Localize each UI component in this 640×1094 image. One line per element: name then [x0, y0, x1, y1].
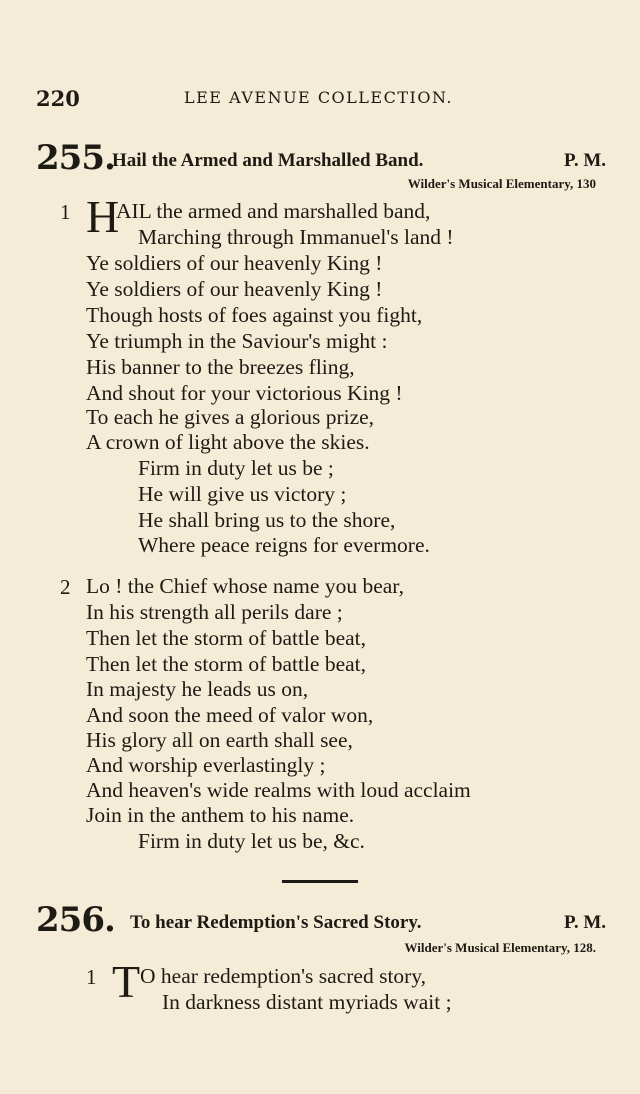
verse-number: 1: [86, 965, 97, 989]
running-head: LEE AVENUE COLLECTION.: [184, 88, 454, 107]
hymn-meter: P. M.: [563, 150, 606, 171]
verse-line: His banner to the breezes fling,: [86, 355, 355, 379]
verse-line: Marching through Immanuel's land !: [138, 225, 454, 249]
verse-line: Ye soldiers of our heavenly King !: [86, 251, 383, 275]
hymn-number: 255.: [36, 138, 115, 178]
chorus-line: Firm in duty let us be ;: [138, 456, 334, 480]
verse-line: Then let the storm of battle beat,: [86, 652, 367, 676]
page-header: [36, 86, 616, 112]
verse-line: AIL the armed and marshalled band,: [116, 199, 431, 223]
verse-number: 2: [60, 575, 71, 599]
verse-line: In majesty he leads us on,: [86, 677, 309, 701]
tune-reference: Wilder's Musical Elementary, 128.: [404, 940, 596, 955]
verse-line: And worship everlastingly ;: [86, 753, 326, 777]
hymn-256-heading: [36, 900, 606, 940]
hymn-title: Hail the Armed and Marshalled Band.: [112, 150, 424, 171]
verse-line: Join in the anthem to his name.: [86, 803, 355, 827]
tune-reference: Wilder's Musical Elementary, 130: [407, 176, 596, 191]
verse-line: Though hosts of foes against you fight,: [86, 303, 423, 327]
verse-line: And heaven's wide realms with loud acclaim: [86, 778, 471, 802]
verse-line: To each he gives a glorious prize,: [86, 405, 375, 429]
hymn-number: 256.: [36, 900, 115, 940]
verse-line: Ye triumph in the Saviour's might :: [86, 329, 388, 353]
verse-line: And shout for your victorious King !: [86, 381, 403, 405]
verse-number: 1: [60, 200, 71, 224]
verse-line: Ye soldiers of our heavenly King !: [86, 277, 383, 301]
verse-line: In darkness distant myriads wait ;: [162, 990, 452, 1014]
verse-line: In his strength all perils dare ;: [86, 600, 343, 624]
chorus-reference: Firm in duty let us be, &c.: [138, 829, 365, 853]
hymn-title: To hear Redemption's Sacred Story.: [130, 912, 422, 933]
verse-line: And soon the meed of valor won,: [86, 703, 374, 727]
chorus-line: He will give us victory ;: [138, 482, 347, 506]
page-number: 220: [36, 86, 80, 111]
section-divider: [282, 880, 358, 883]
verse-line: His glory all on earth shall see,: [86, 728, 353, 752]
verse-line: Lo ! the Chief whose name you bear,: [86, 574, 404, 598]
drop-cap: H: [86, 191, 120, 242]
chorus-line: Where peace reigns for evermore.: [138, 533, 430, 557]
verse-line: A crown of light above the skies.: [86, 430, 370, 454]
hymn-meter: P. M.: [563, 912, 606, 933]
hymn-255-heading: [36, 138, 606, 178]
chorus-line: He shall bring us to the shore,: [138, 508, 396, 532]
verse-line: O hear redemption's sacred story,: [140, 964, 427, 988]
drop-cap: T: [112, 956, 141, 1007]
verse-line: Then let the storm of battle beat,: [86, 626, 367, 650]
